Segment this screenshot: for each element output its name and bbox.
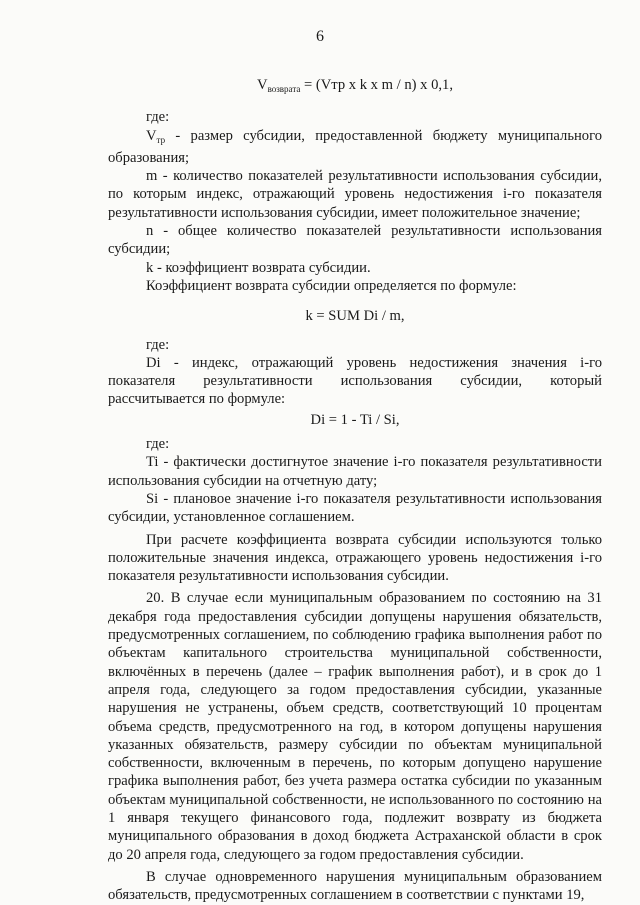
definition-di: Di - индекс, отражающий уровень недостижения значения i-го показателя результативности использования субсидии, который рассчитывается по формуле: xyxy=(108,354,602,408)
formula-rhs: = (Vтр x k x m / n) x 0,1, xyxy=(300,77,453,93)
where-label: где: xyxy=(146,109,170,126)
definition-ti: Ti - фактически достигнутое значение i-го показателя результативности использования субсидии на отчетную дату; xyxy=(108,454,602,489)
definition-k: k - коэффициент возврата субсидии. xyxy=(146,259,371,276)
formula-lhs: V xyxy=(257,77,268,93)
where-label: где: xyxy=(146,436,170,453)
definition-m: m - количество показателей результативности использования субсидии, по которым индекс, отражающий уровень недостижения i-го показателя результативности использования субсидии, имеет положительное значение; xyxy=(108,168,602,221)
vtr-text: - размер субсидии, предоставленной бюджету муниципального образования; xyxy=(108,127,602,166)
formula-return-volume xyxy=(108,76,602,98)
formula-di: Di = 1 - Ti / Si, xyxy=(310,411,400,428)
vtr-symbol: V xyxy=(146,127,157,144)
definition-vtr xyxy=(108,127,602,168)
where-label: где: xyxy=(146,336,170,353)
document-body xyxy=(108,70,602,904)
paragraph-positive-values: При расчете коэффициента возврата субсидии используются только положительные значения индекса, отражающего уровень недостижения i-го показателя результативности использования субсидии. xyxy=(108,531,602,585)
paragraph-20: 20. В случае если муниципальным образованием по состоянию на 31 декабря года предоставления субсидии допущены нарушения обязательств, предусмотренных соглашением, по соблюдению графика выполнения работ по объектам капитального строительства муниципальной собственности, включённых в перечень (далее – график выполнения работ), и в срок до 1 апреля года, следующего за годом предоставления субсидии, указанные нарушения не устранены, объем средств, соответствующий 10 процентам объема средств, предусмотренного на год, в котором допущены нарушения указанных обязательств, размеру субсидии по объектам муниципальной собственности, включенным в перечень, по которым допущено нарушение графика выполнения работ, без учета размера остатка субсидии по указанным объектам муниципальной собственности, не использованного по состоянию на 1 января текущего финансового года, подлежит возврату из бюджета муниципального образования в доход бюджета Астраханской области в срок до 20 апреля года, следующего за годом предоставления субсидии. xyxy=(108,590,602,863)
formula-lhs-subscript: возврата xyxy=(267,84,301,94)
definition-n: n - общее количество показателей результативности использования субсидии; xyxy=(108,223,602,258)
definition-si: Si - плановое значение i-го показателя результативности использования субсидии, установленное соглашением. xyxy=(108,490,602,526)
page-number: 6 xyxy=(316,28,324,45)
vtr-subscript: тр xyxy=(156,134,166,145)
paragraph-simultaneous-violation: В случае одновременного нарушения муниципальным образованием обязательств, предусмотренных соглашением в соответствии с пунктами 19, xyxy=(108,868,602,904)
formula-k: k = SUM Di / m, xyxy=(305,308,405,325)
k-formula-intro: Коэффициент возврата субсидии определяется по формуле: xyxy=(146,277,517,294)
